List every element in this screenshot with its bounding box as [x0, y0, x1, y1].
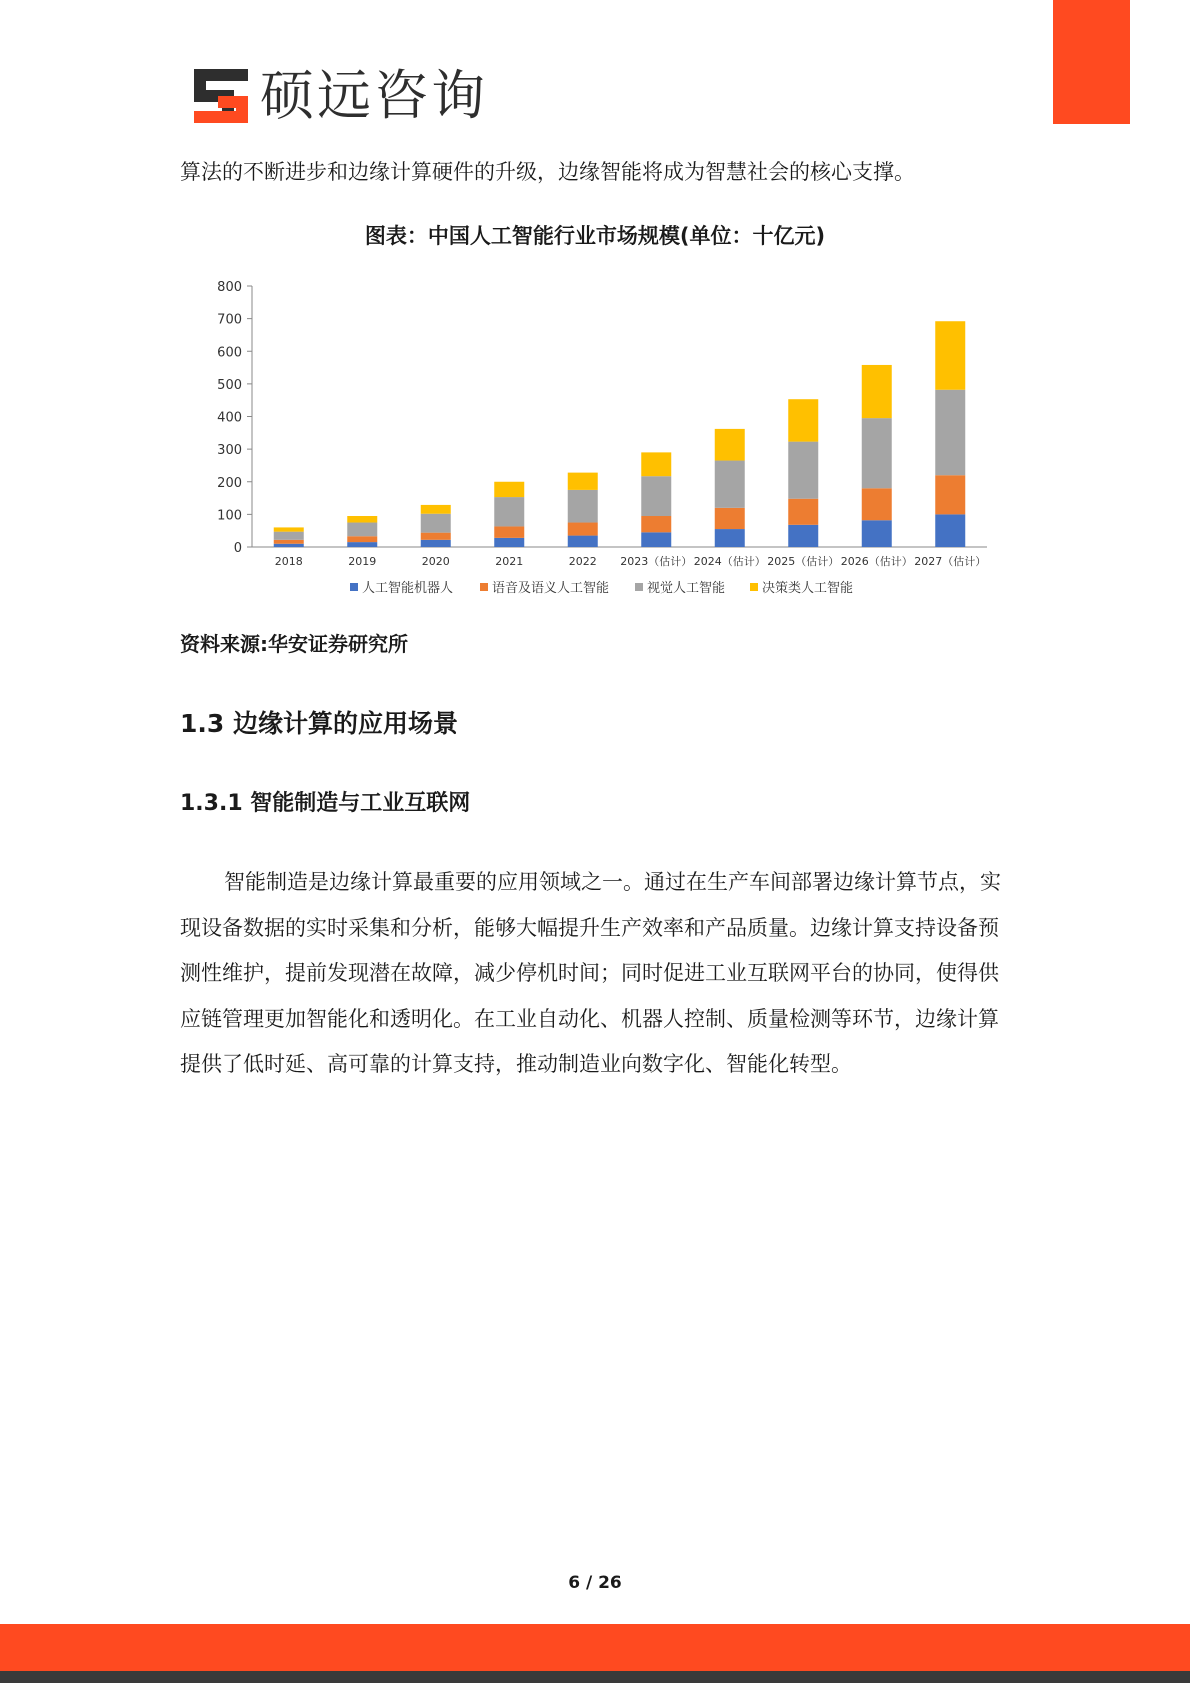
bar-segment: [568, 523, 598, 536]
bar-segment: [788, 525, 818, 547]
bar-segment: [421, 540, 451, 547]
chart-svg: [205, 272, 995, 612]
y-tick-label: 600: [217, 345, 242, 361]
market-size-chart: [205, 272, 995, 612]
bar-segment: [421, 514, 451, 533]
logo-text: 硕远咨询: [260, 64, 488, 127]
bar-segment: [494, 526, 524, 537]
body-paragraph: [180, 860, 1010, 1088]
bar-segment: [935, 390, 965, 475]
bar-segment: [715, 529, 745, 547]
legend-label: 人工智能机器人: [362, 581, 454, 596]
bar-segment: [568, 473, 598, 490]
bar-segment: [274, 527, 304, 531]
bar-segment: [641, 452, 671, 476]
bar-segment: [421, 533, 451, 540]
corner-accent-tab: [1053, 0, 1130, 124]
legend-swatch: [635, 583, 643, 591]
bar-segment: [421, 505, 451, 514]
bar-segment: [347, 523, 377, 537]
x-tick-label: 2024（估计）: [693, 555, 766, 568]
bar-segment: [935, 321, 965, 390]
bar-segment: [788, 499, 818, 525]
bar-segment: [862, 520, 892, 547]
y-tick-label: 300: [217, 443, 242, 459]
y-tick-label: 700: [217, 312, 242, 328]
legend-swatch: [350, 583, 358, 591]
y-tick-label: 400: [217, 410, 242, 426]
bar-segment: [494, 538, 524, 547]
y-tick-label: 200: [217, 475, 242, 491]
x-tick-label: 2018: [274, 555, 303, 568]
bar-segment: [347, 542, 377, 547]
bar-segment: [788, 399, 818, 441]
legend-swatch: [750, 583, 758, 591]
y-tick-label: 100: [217, 508, 242, 524]
x-tick-label: 2020: [421, 555, 450, 568]
bar-segment: [494, 482, 524, 497]
bar-segment: [715, 508, 745, 529]
company-logo: [194, 64, 488, 127]
x-tick-label: 2021: [495, 555, 524, 568]
intro-line: 算法的不断进步和边缘计算硬件的升级，边缘智能将成为智慧社会的核心支撑。: [180, 160, 915, 184]
logo-mark-icon: [194, 69, 248, 123]
legend-label: 决策类人工智能: [762, 581, 854, 596]
x-tick-label: 2026（估计）: [840, 555, 913, 568]
bar-segment: [935, 475, 965, 514]
page-number: 6 / 26: [568, 1573, 622, 1593]
bar-segment: [862, 365, 892, 418]
bar-segment: [568, 490, 598, 523]
section-heading: 1.3 边缘计算的应用场景: [180, 709, 458, 738]
paragraph-text: 智能制造是边缘计算最重要的应用领域之一。通过在生产车间部署边缘计算节点，实现设备数据的实时采集和分析，能够大幅提升生产效率和产品质量。边缘计算支持设备预测性维护，提前发现潜在故障，减少停机时间；同时促进工业互联网平台的协同，使得供应链管理更加智能化和透明化。在工业自动化、机器人控制、质量检测等环节，边缘计算提供了低时延、高可靠的计算支持，推动制造业向数字化、智能化转型。: [180, 870, 1001, 1076]
bar-segment: [641, 476, 671, 516]
y-tick-label: 0: [233, 541, 242, 556]
bar-segment: [862, 488, 892, 520]
x-tick-label: 2023（估计）: [620, 555, 693, 568]
bar-segment: [715, 461, 745, 508]
bar-segment: [935, 514, 965, 547]
x-tick-label: 2025（估计）: [767, 555, 840, 568]
bar-segment: [274, 544, 304, 547]
bar-segment: [274, 532, 304, 540]
bar-segment: [568, 536, 598, 547]
footer-bar: [0, 1624, 1190, 1671]
bar-segment: [641, 532, 671, 547]
bar-segment: [715, 429, 745, 461]
legend-label: 语音及语义人工智能: [492, 581, 610, 596]
x-tick-label: 2019: [348, 555, 377, 568]
bar-segment: [494, 497, 524, 526]
y-tick-label: 500: [217, 377, 242, 393]
chart-title: 图表：中国人工智能行业市场规模(单位：十亿元): [364, 224, 826, 248]
bar-segment: [862, 418, 892, 488]
bar-segment: [274, 540, 304, 544]
x-tick-label: 2027（估计）: [914, 555, 987, 568]
y-tick-label: 800: [217, 280, 242, 295]
subsection-heading: 1.3.1 智能制造与工业互联网: [180, 791, 471, 816]
legend-swatch: [480, 583, 488, 591]
legend-label: 视觉人工智能: [647, 581, 726, 596]
x-tick-label: 2022: [568, 555, 597, 568]
bar-segment: [347, 536, 377, 542]
bar-segment: [788, 442, 818, 499]
bar-segment: [641, 516, 671, 532]
bar-segment: [347, 516, 377, 523]
footer-strip: [0, 1671, 1190, 1683]
source-note: 资料来源:华安证券研究所: [180, 632, 408, 656]
